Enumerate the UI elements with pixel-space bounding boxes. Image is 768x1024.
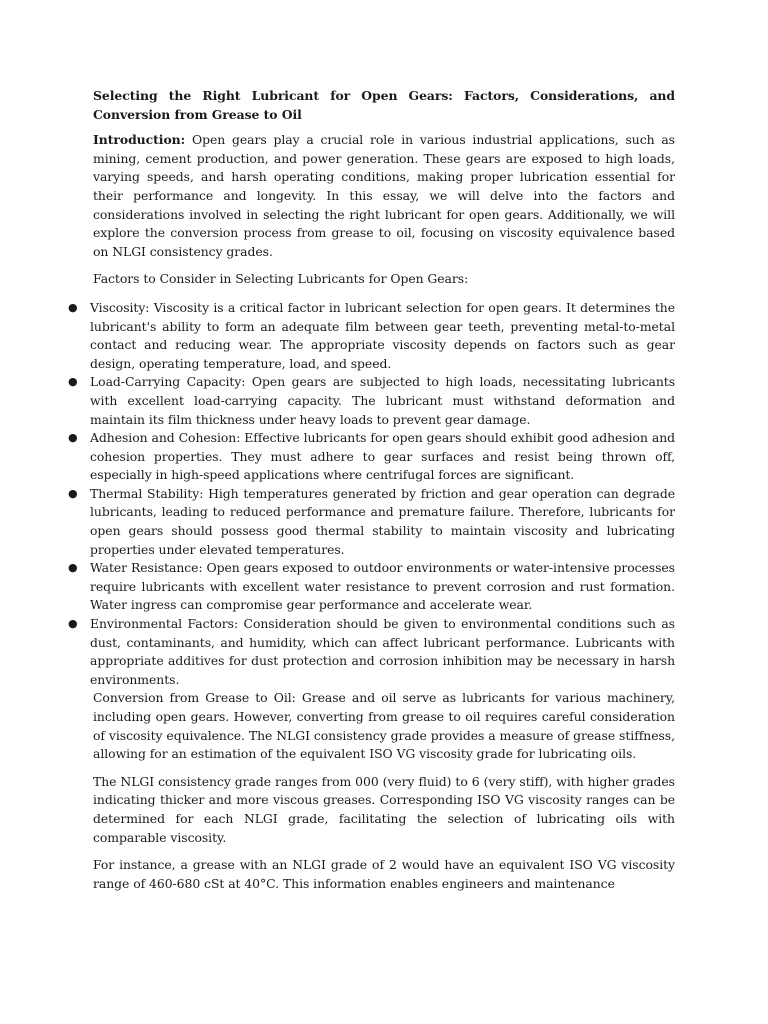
nlgi-paragraph: The NLGI consistency grade ranges from 000 (very fluid) to 6 (very stiff), with higher grades indicating thicker and more viscous greases. Corresponding ISO VG viscosity ranges can be determined for each NLGI grade, facilitating the selection of lubricating oils with comparable viscosity. [93, 773, 675, 845]
list-item [68, 615, 675, 689]
bullet-icon: ● [68, 486, 78, 500]
document-title: Selecting the Right Lubricant for Open Gears: Factors, Considerations, and Conversion from Grease to Oil [93, 88, 675, 122]
intro-paragraph [93, 131, 675, 261]
list-item [68, 559, 675, 615]
bullet-icon: ● [68, 617, 78, 631]
list-item-text: Water Resistance: Open gears exposed to outdoor environments or water-intensive processes require lubricants with excellent water resistance to prevent corrosion and rust formation. Water ingress can compromise gear performance and accelerate wear. [90, 560, 675, 613]
list-item [68, 373, 675, 429]
bullet-icon: ● [68, 375, 78, 389]
bullet-icon: ● [68, 431, 78, 445]
list-item-text: Viscosity: Viscosity is a critical factor in lubricant selection for open gears. It determines the lubricant's ability to form an adequate film between gear teeth, preventing metal-to-metal contact and reducing wear. The appropriate viscosity depends on factors such as gear design, operating temperature, load, and speed. [90, 299, 675, 371]
list-item [68, 429, 675, 485]
list-item-text: Thermal Stability: High temperatures generated by friction and gear operation can degrade lubricants, leading to reduced performance and premature failure. Therefore, lubricants for open gears should possess good thermal stability to maintain viscosity and lubricating properties under elevated temperatures. [90, 485, 675, 557]
conversion-paragraph: Conversion from Grease to Oil: Grease and oil serve as lubricants for various machinery, including open gears. However, converting from grease to oil requires careful consideration of viscosity equivalence. The NLGI consistency grade provides a measure of grease stiffness, allowing for an estimation of the equivalent ISO VG viscosity grade for lubricating oils. [93, 690, 675, 762]
list-item-text: Load-Carrying Capacity: Open gears are subjected to high loads, necessitating lubricants with excellent load-carrying capacity. The lubricant must withstand deformation and maintain its film thickness under heavy loads to prevent gear damage. [90, 374, 675, 427]
factors-heading: Factors to Consider in Selecting Lubricants for Open Gears: [93, 271, 469, 287]
list-item [68, 485, 675, 559]
factors-list [68, 299, 675, 689]
intro-text: Open gears play a crucial role in various industrial applications, such as mining, cement production, and power generation. These gears are exposed to high loads, varying speeds, and harsh operating conditions, making proper lubrication essential for their performance and longevity. In this essay, we will delve into the factors and considerations involved in selecting the right lubricant for open gears. Additionally, we will explore the conversion process from grease to oil, focusing on viscosity equivalence based on NLGI consistency grades. [93, 132, 675, 259]
list-item-text: Adhesion and Cohesion: Effective lubricants for open gears should exhibit good adhesion and cohesion properties. They must adhere to gear surfaces and resist being thrown off, especially in high-speed applications where centrifugal forces are significant. [90, 430, 675, 483]
list-item [68, 299, 675, 373]
intro-label: Introduction: [93, 132, 186, 148]
bullet-icon: ● [68, 300, 78, 314]
bullet-icon: ● [68, 561, 78, 575]
list-item-text: Environmental Factors: Consideration should be given to environmental conditions such as dust, contaminants, and humidity, which can affect lubricant performance. Lubricants with appropriate additives for dust protection and corrosion inhibition may be necessary in harsh environments. [90, 616, 675, 687]
document-body [68, 87, 675, 902]
example-paragraph: For instance, a grease with an NLGI grade of 2 would have an equivalent ISO VG viscosity range of 460-680 cSt at 40°C. This information enables engineers and maintenance [93, 857, 675, 891]
